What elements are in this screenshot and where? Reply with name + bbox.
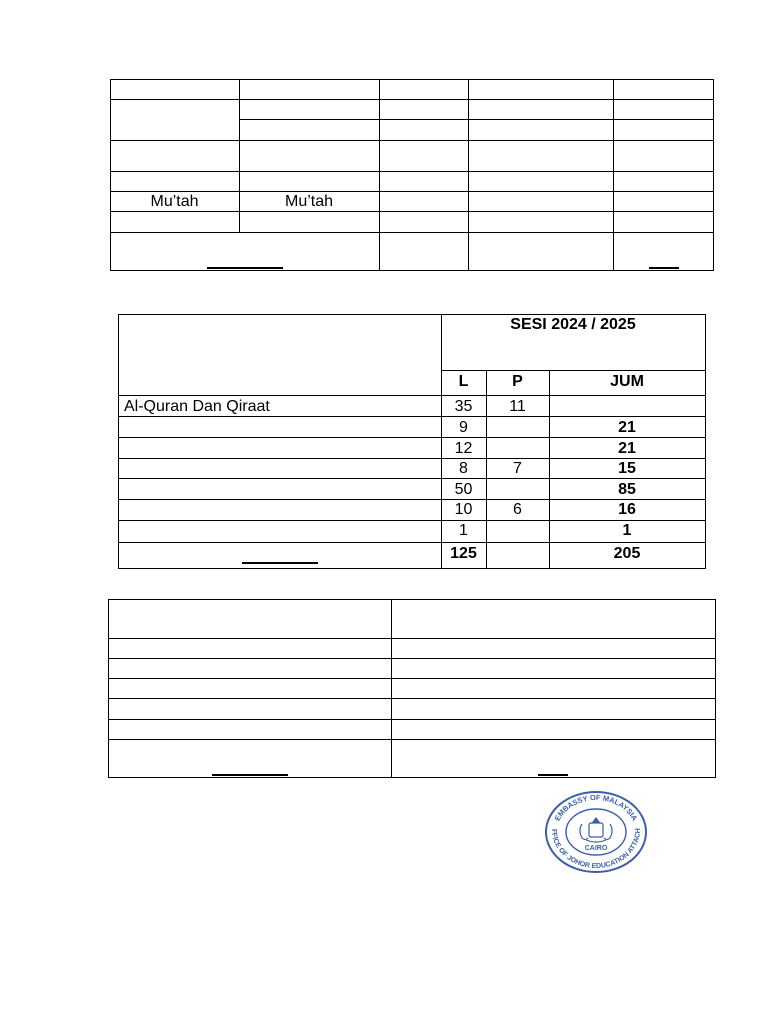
cell-l: 12 xyxy=(454,440,473,457)
cell-l: 10 xyxy=(454,501,473,518)
stamp-top-text: EMBASSY OF MALAYSIA xyxy=(552,792,640,823)
total-l: 125 xyxy=(450,545,477,562)
cell-jum: 21 xyxy=(618,419,636,436)
column-header-jum: JUM xyxy=(610,373,644,390)
cell-l: 1 xyxy=(459,522,468,539)
cell-p: 7 xyxy=(513,460,522,477)
stamp-center-text: CAIRO xyxy=(584,845,608,852)
total-underline xyxy=(242,562,318,564)
program-name: Al-Quran Dan Qiraat xyxy=(124,398,270,415)
coat-of-arms-icon xyxy=(580,818,612,842)
stamp-ring-text: FFICE OF JOHOR EDUCATION ATTACH xyxy=(549,828,643,871)
cell-l: 35 xyxy=(454,398,473,415)
total-underline xyxy=(538,774,568,776)
cell-p: 11 xyxy=(509,398,526,415)
table-1-cell: Mu’tah xyxy=(150,193,199,210)
cell-jum: 85 xyxy=(618,481,636,498)
column-header-p: P xyxy=(512,373,523,390)
embassy-stamp xyxy=(544,790,648,874)
cell-jum: 15 xyxy=(618,460,636,477)
cell-jum: 16 xyxy=(618,501,636,518)
cell-l: 50 xyxy=(454,481,473,498)
session-header: SESI 2024 / 2025 xyxy=(510,316,636,333)
cell-p: 6 xyxy=(513,501,522,518)
table-1-cell: Mu’tah xyxy=(284,193,334,210)
total-underline xyxy=(649,267,679,269)
cell-l: 9 xyxy=(459,419,468,436)
total-underline xyxy=(207,267,283,269)
cell-l: 8 xyxy=(459,460,468,477)
total-jum: 205 xyxy=(613,545,641,562)
cell-jum: 1 xyxy=(622,522,632,539)
column-header-l: L xyxy=(458,373,469,390)
cell-jum: 21 xyxy=(618,440,636,457)
total-underline xyxy=(212,774,288,776)
